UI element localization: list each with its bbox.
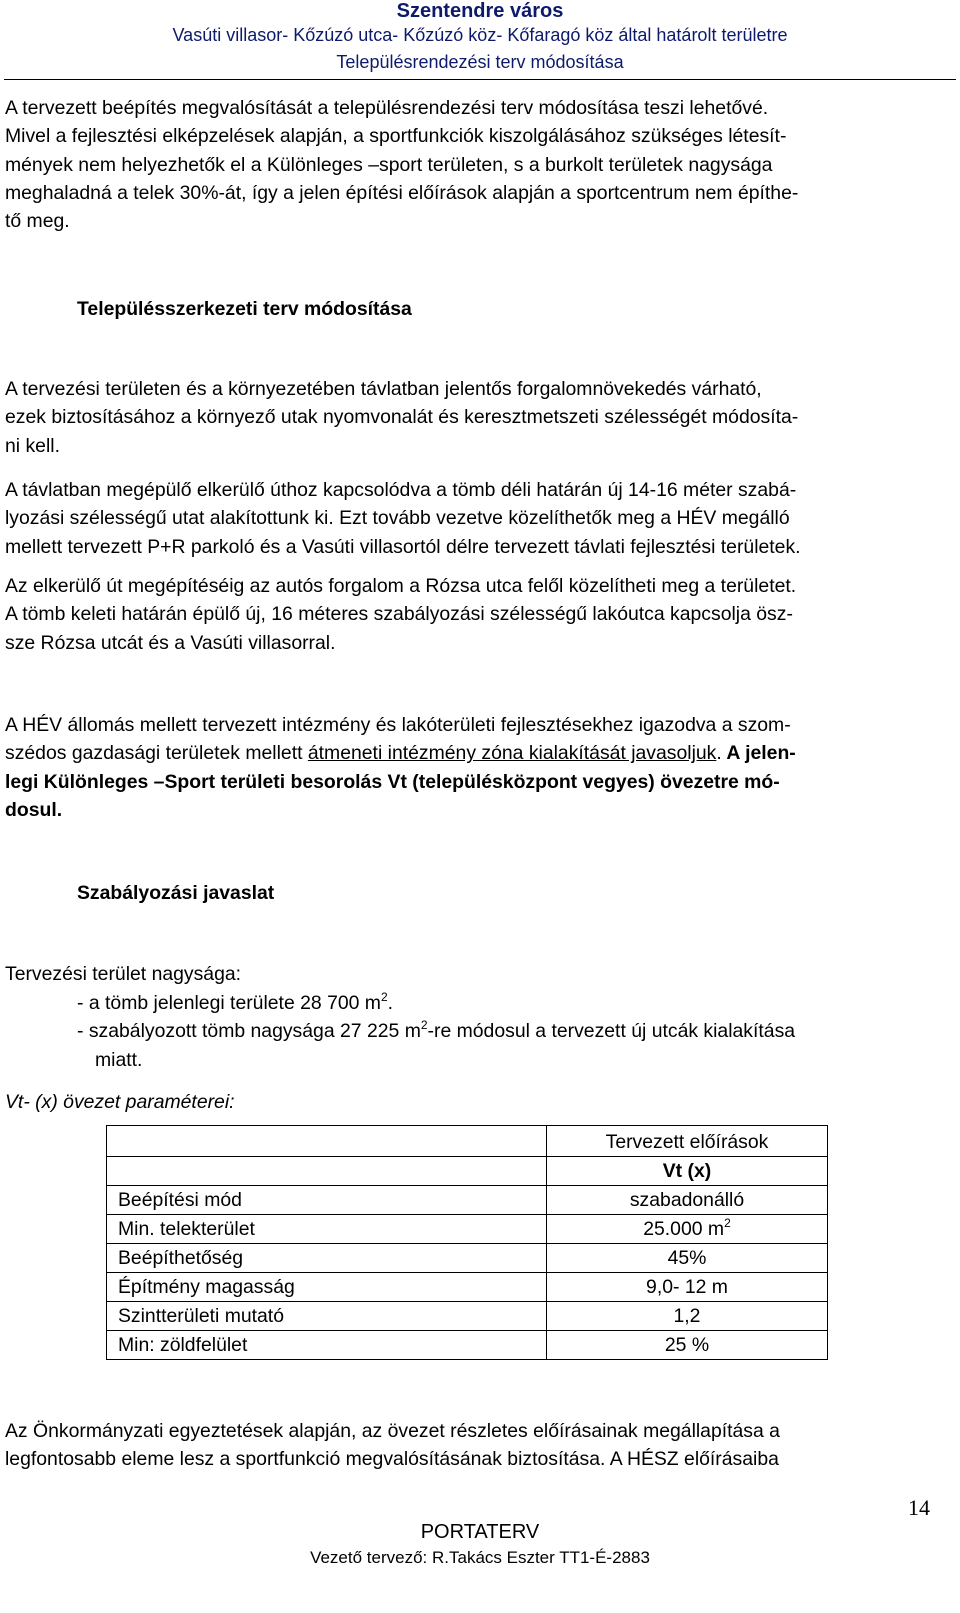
area-item-regulated bbox=[77, 1017, 954, 1075]
area-tail: . bbox=[387, 992, 394, 1014]
superscript: 2 bbox=[420, 1018, 428, 1032]
paragraph-line: mellett tervezett P+R parkoló és a Vasúti villasortól délre tervezett távlati fejlesztési területek. bbox=[5, 535, 801, 558]
table-row bbox=[107, 1273, 828, 1302]
bold-line: dosul. bbox=[5, 798, 63, 821]
zone-parameters-table bbox=[106, 1125, 828, 1360]
bypass-road-paragraph bbox=[5, 476, 954, 561]
table-cell-value: 45% bbox=[547, 1244, 828, 1273]
footer-company: PORTATERV bbox=[420, 1521, 540, 1543]
table-cell-label: Min: zöldfelület bbox=[107, 1331, 547, 1360]
table-cell-value: 1,2 bbox=[547, 1302, 828, 1331]
intro-line: meghaladná a telek 30%-át, így a jelen építési előírások alapján a sportcentrum nem építhe- bbox=[5, 181, 799, 204]
area-line: miatt. bbox=[95, 1049, 143, 1071]
period: . bbox=[716, 742, 722, 765]
zone-params-title: Vt- (x) övezet paraméterei: bbox=[5, 1091, 235, 1113]
table-cell-label: Beépíthetőség bbox=[107, 1244, 547, 1273]
table-header-zone: Vt (x) bbox=[547, 1157, 828, 1186]
intro-line: Mivel a fejlesztési elképzelések alapján, a sportfunkciók kiszolgálásához szükséges létesít- bbox=[5, 125, 787, 148]
table-row bbox=[107, 1186, 828, 1215]
table-header-row bbox=[107, 1157, 828, 1186]
paragraph-line: A távlatban megépülő elkerülő úthoz kapcsolódva a tömb déli határán új 14-16 méter szabá- bbox=[5, 479, 797, 501]
plain-text: szédos gazdasági területek mellett bbox=[5, 742, 308, 765]
area-text: - szabályozott tömb nagysága 27 225 m bbox=[77, 1020, 421, 1042]
area-text: - a tömb jelenlegi területe 28 700 m bbox=[77, 992, 381, 1014]
paragraph-line: A tervezési területen és a környezetében távlatban jelentős forgalomnövekedés várható, bbox=[5, 378, 762, 400]
table-row bbox=[107, 1215, 828, 1244]
paragraph-line: ezek biztosításához a környező utak nyomvonalát és keresztmetszeti szélességét módosíta- bbox=[5, 406, 799, 429]
table-header-row bbox=[107, 1126, 828, 1157]
table-cell-label: Építmény magasság bbox=[107, 1273, 547, 1302]
area-size-label: Tervezési terület nagysága: bbox=[5, 963, 242, 985]
paragraph-line: A tömb keleti határán épülő új, 16 méteres szabályozási szélességű lakóutca kapcsolja ösz- bbox=[5, 603, 793, 626]
intro-line: mények nem helyezhetők el a Különleges –sport területen, s a burkolt területek nagysága bbox=[5, 153, 773, 176]
table-cell-value: 25 % bbox=[547, 1331, 828, 1360]
document-area: Vasúti villasor- Kőzúzó utca- Kőzúzó köz- Kőfaragó köz által határolt területre bbox=[172, 25, 788, 45]
paragraph-line: sze Rózsa utcát és a Vasúti villasorral. bbox=[5, 631, 336, 654]
area-line bbox=[77, 1017, 954, 1046]
closing-paragraph bbox=[5, 1417, 954, 1474]
table-cell-value bbox=[547, 1215, 828, 1244]
document-subtitle: Településrendezési terv módosítása bbox=[336, 52, 624, 72]
section-heading-structure-plan: Településszerkezeti terv módosítása bbox=[77, 298, 412, 320]
traffic-paragraph bbox=[5, 375, 954, 460]
access-paragraph bbox=[5, 572, 954, 657]
superscript: 2 bbox=[724, 1216, 731, 1230]
intro-line: A tervezett beépítés megvalósítását a településrendezési terv módosítása teszi lehetővé. bbox=[5, 97, 769, 119]
bold-text: A jelen- bbox=[721, 742, 796, 765]
table-row bbox=[107, 1331, 828, 1360]
header-divider bbox=[4, 79, 956, 80]
table-cell-label: Szintterületi mutató bbox=[107, 1302, 547, 1331]
table-row bbox=[107, 1302, 828, 1331]
table-cell-label: Beépítési mód bbox=[107, 1186, 547, 1215]
paragraph-line: legfontosabb eleme lesz a sportfunkció megvalósításának biztosítása. A HÉSZ előírásaiba bbox=[5, 1448, 779, 1471]
table-header-title: Tervezett előírások bbox=[547, 1126, 828, 1157]
intro-paragraph bbox=[5, 94, 954, 235]
section-heading-regulation-proposal: Szabályozási javaslat bbox=[77, 882, 275, 904]
superscript: 2 bbox=[380, 990, 388, 1004]
paragraph-line bbox=[5, 739, 954, 767]
table-cell-value: szabadonálló bbox=[547, 1186, 828, 1215]
area-item-current bbox=[77, 989, 393, 1018]
paragraph-line: Az elkerülő út megépítéséig az autós forgalom a Rózsa utca felől közelítheti meg a területet. bbox=[5, 575, 797, 597]
intro-line: tő meg. bbox=[5, 210, 70, 233]
table-row bbox=[107, 1244, 828, 1273]
value-text: 25.000 m bbox=[643, 1218, 725, 1240]
table-header-empty bbox=[107, 1157, 547, 1186]
underlined-proposal: átmeneti intézmény zóna kialakítását javasoljuk bbox=[307, 742, 717, 765]
table-cell-label: Min. telekterület bbox=[107, 1215, 547, 1244]
footer-designer: Vezető tervező: R.Takács Eszter TT1-É-2883 bbox=[310, 1548, 650, 1567]
zoning-change-paragraph bbox=[5, 711, 954, 824]
page-number: 14 bbox=[908, 1495, 930, 1520]
paragraph-line: Az Önkormányzati egyeztetések alapján, az övezet részletes előírásainak megállapítása a bbox=[5, 1420, 780, 1442]
paragraph-line: lyozási szélességű utat alakítottunk ki. Ezt tovább vezetve közelíthetők meg a HÉV megálló bbox=[5, 507, 790, 530]
table-header-empty bbox=[107, 1126, 547, 1157]
table-cell-value: 9,0- 12 m bbox=[547, 1273, 828, 1302]
document-title: Szentendre város bbox=[396, 0, 564, 22]
area-tail: -re módosul a tervezett új utcák kialakítása bbox=[427, 1020, 796, 1042]
paragraph-line: A HÉV állomás mellett tervezett intézmény és lakóterületi fejlesztésekhez igazodva a szom- bbox=[5, 714, 791, 736]
bold-line: legi Különleges –Sport területi besorolás Vt (településközpont vegyes) övezetre mó- bbox=[5, 770, 780, 793]
paragraph-line: ni kell. bbox=[5, 434, 60, 457]
